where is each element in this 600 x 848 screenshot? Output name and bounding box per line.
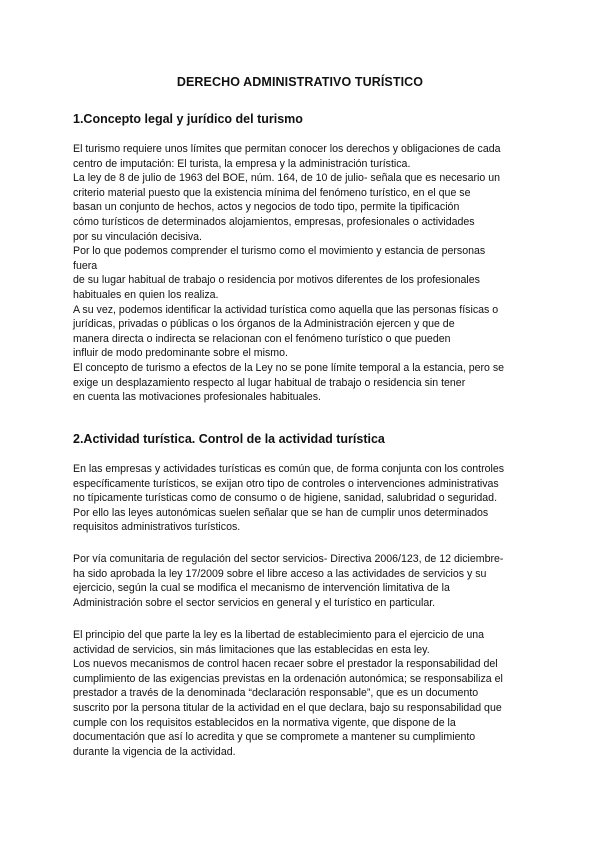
text-line: ha sido aprobada la ley 17/2009 sobre el libre acceso a las actividades de servicios y su — [73, 567, 487, 580]
section-2-paragraph-1 — [73, 462, 504, 535]
text-line: requisitos administrativos turísticos. — [73, 521, 241, 534]
text-line: actividad de servicios, sin más limitaciones que las establecidas en esta ley. — [73, 643, 430, 656]
text-line: Por ello las leyes autonómicas suelen señalar que se han de cumplir unos determinados — [73, 506, 489, 519]
text-line: centro de imputación: El turista, la empresa y la administración turística. — [73, 157, 411, 170]
section-2-paragraph-2 — [73, 552, 503, 610]
section-2-paragraph-3 — [73, 628, 503, 759]
text-line: durante la vigencia de la actividad. — [73, 745, 236, 758]
text-line: de su lugar habitual de trabajo o residencia por motivos diferentes de los profesionales — [73, 274, 480, 287]
text-line: fuera — [73, 259, 98, 272]
text-line: jurídicas, privadas o públicas o los órganos de la Administración ejercen y que de — [73, 318, 455, 331]
text-line: criterio material puesto que la existencia mínima del fenómeno turístico, en el que se — [73, 186, 471, 199]
text-line: cumplimiento de las exigencias previstas en la ordenación autonómica; se responsabiliza el — [73, 672, 503, 685]
text-line: cómo turísticos de determinados alojamientos, empresas, profesionales o actividades — [73, 215, 475, 228]
text-line: El principio del que parte la ley es la libertad de establecimiento para el ejercicio de una — [73, 629, 485, 641]
section-2-heading: 2.Actividad turística. Control de la actividad turística — [73, 432, 385, 446]
text-line: cumple con los requisitos establecidos en la normativa vigente, que dispone de la — [73, 716, 456, 729]
text-line: influir de modo predominante sobre el mismo. — [73, 347, 288, 360]
section-1-paragraph-1 — [73, 142, 504, 405]
text-line: ejercicio, según la cual se modifica el mecanismo de intervención limitativa de la — [73, 582, 450, 595]
text-line: prestador a través de la denominada “declaración responsable”, que es un documento — [73, 687, 479, 700]
text-line: Por lo que podemos comprender el turismo como el movimiento y estancia de personas — [73, 245, 486, 258]
text-line: habituales en quien los realiza. — [73, 288, 219, 301]
text-line: El turismo requiere unos límites que permitan conocer los derechos y obligaciones de cada — [73, 143, 501, 155]
section-1-heading: 1.Concepto legal y jurídico del turismo — [73, 112, 303, 126]
text-line: Los nuevos mecanismos de control hacen recaer sobre el prestador la responsabilidad del — [73, 658, 498, 671]
text-line: específicamente turísticos, se exijan otro tipo de controles o intervenciones administrativas — [73, 477, 499, 490]
text-line: Por vía comunitaria de regulación del sector servicios- Directiva 2006/123, de 12 diciembre- — [73, 553, 504, 565]
text-line: en cuenta las motivaciones profesionales habituales. — [73, 391, 321, 404]
text-line: La ley de 8 de julio de 1963 del BOE, núm. 164, de 10 de julio- señala que es necesario un — [73, 172, 500, 185]
text-line: A su vez, podemos identificar la actividad turística como aquella que las personas físicas o — [73, 303, 499, 316]
text-line: manera directa o indirecta se relacionan con el fenómeno turístico o que pueden — [73, 332, 451, 345]
text-line: Administración sobre el sector servicios en general y el turístico en particular. — [73, 596, 436, 609]
text-line: documentación que así lo acredita y que se compromete a mantener su cumplimiento — [73, 731, 476, 744]
text-line: no típicamente turísticas como de consumo o de higiene, sanidad, salubridad o seguridad. — [73, 492, 498, 505]
text-line: El concepto de turismo a efectos de la Ley no se pone límite temporal a la estancia, pero se — [73, 361, 505, 374]
text-line: En las empresas y actividades turísticas es común que, de forma conjunta con los controles — [73, 463, 505, 475]
text-line: por su vinculación decisiva. — [73, 230, 202, 243]
text-line: basan un conjunto de hechos, actos y negocios de todo tipo, permite la tipificación — [73, 201, 460, 214]
document-title: DERECHO ADMINISTRATIVO TURÍSTICO — [176, 75, 424, 89]
text-line: exige un desplazamiento respecto al lugar habitual de trabajo o residencia sin tener — [73, 376, 466, 389]
text-line: suscrito por la persona titular de la actividad en el que declara, bajo su responsabilidad que — [73, 701, 502, 714]
